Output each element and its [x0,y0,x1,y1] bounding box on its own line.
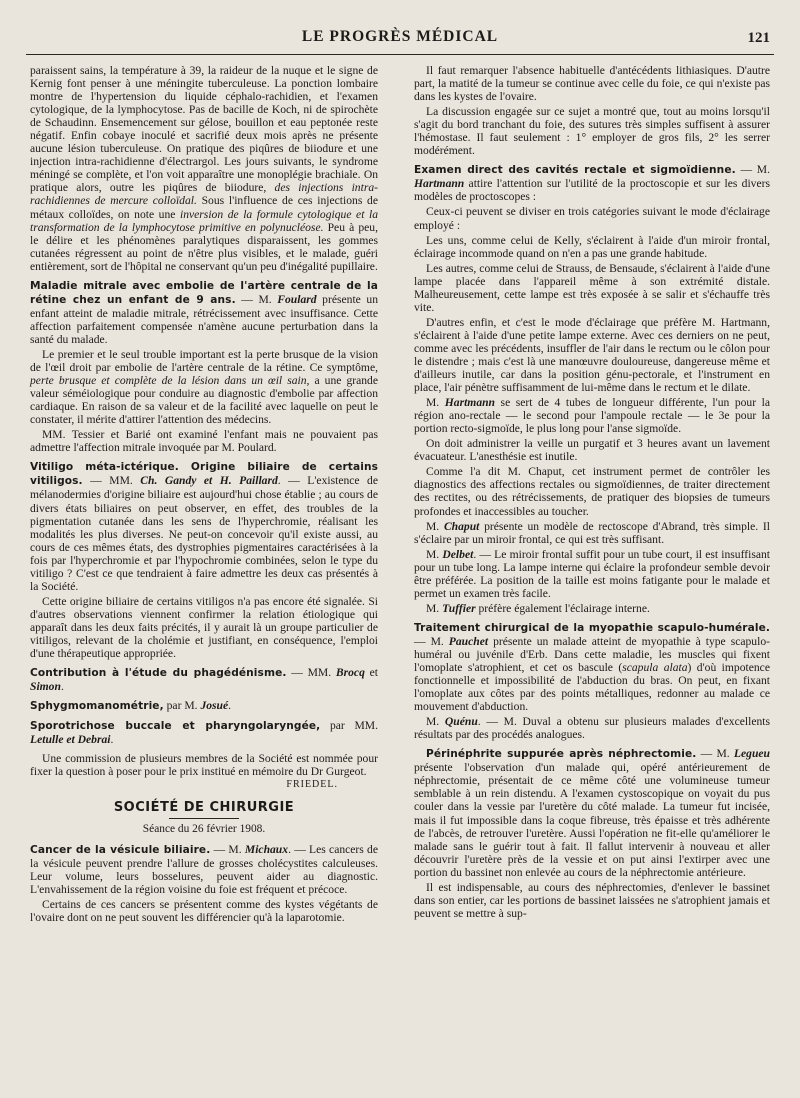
author-name: Tuffier [442,601,476,615]
text: — M. [696,747,734,761]
author-name: Hartmann [414,177,465,191]
text: — M. [235,292,278,306]
text: . — Les cancers de la vésicule peuvent prendre l'allure de grosses cholécystites calculeuses. Leur volume, leurs bosselures, peuvent aider au diagnostic. L'envahissement de la région voisine du foie est fréquent et précoce. [30,842,378,896]
paragraph [414,602,770,615]
author-name: Hartmann [444,396,496,410]
seance-date: Séance du 26 février 1908. [142,823,266,836]
paragraph: Cette origine biliaire de certains vitiligos n'a pas encore été signalée. Si d'autres observations viennent confirmer la relation étiologique qui apparaît dans les deux faits précités, il y aurait là un groupe particulier de vitiligos, relevant de la cholémie et justifiant, en conséquence, l'emploi d'une thérapeutique appropriée. [30,594,378,661]
text: par M. [163,699,201,713]
section-title: Maladie mitrale avec embolie de l'artère centrale de la rétine chez un enfant de 9 ans. [30,279,378,306]
text: — M. [414,634,449,648]
text: . [228,699,232,713]
paragraph: Les uns, comme celui de Kelly, s'éclairent à l'aide d'un miroir frontal, éclairage incommode quand on n'en a pas une grande habitude. [414,233,770,260]
paragraph: La discussion engagée sur ce sujet a montré que, tout au moins lorsqu'il s'agit du bord tranchant du foie, des sutures très simples suffisent à assurer l'hémostase. Il faut seulement : 1° employer de gros fils, 2° les serrer modérément. [414,105,770,158]
paragraph [414,715,770,741]
text: présente l'observation d'un malade qui, opéré antérieurement de néphrectomie, présentait de ce même côté une volumineuse tumeur semblable à un rein distendu. A l'examen cystoscopique on voyait du pus couler dans la vessie par l'uretère du côté malade. La tumeur fut incisée, mais il fut impossible dans la coque fibreuse, très épaisse et très adhérente de l'abcès, de retrouver l'uretère. Aussi l'opération ne fit-elle qu'améliorer le malade sans le guérir tout à fait. Il fallut intervenir à nouveau et aller découvrir l'uretère près de la vessie et on put ainsi l'extirper avec une portion du bassinet non enlevée au cours de la néphrectomie antérieure. [414,761,770,879]
text: Peu à peu, le délire et les phénomènes paralytiques disparaissent, les gommes cutanées régressent au point de n'être plus visibles, et le malade, guéri entièrement, sort de l'hôpital ne conservant qu'un peu d'inégalité pupillaire. [30,220,378,273]
paragraph: Les autres, comme celui de Strauss, de Bensaude, s'éclairent à l'aide d'une lampe placée dans l'appareil même à son extrémité distale. Malheureusement, cette lampe est très exposée à se salir et s'échauffe très vite. [414,261,770,314]
paragraph [414,548,770,600]
text: . — L'existence de mélanodermies d'origine biliaire est aujourd'hui chose établie ; au cours de divers états biliaires on peut observer, en effet, des troubles de la pigmentation cutanée dans les sens de l'hyperchromie, réalisant les modalités les plus diverses. Ne peut-on concevoir qu'il existe aussi, au cours de ces mêmes états, des dystrophies pigmentaires caractérisées à la fois par l'hyperchromie et par l'hypochromie combinées, selon le type du vitiligo ? C'est ce que tendraient à faire admettre les deux cas présentés à la Société. [30,474,378,593]
paragraph: D'autres enfin, et c'est le mode d'éclairage que préfère M. Hartmann, s'éclairent à l'aide d'une petite lampe externe. Avec ces derniers on ne peut, comme avec les précédents, insuffler de l'air dans le rectum ou le côlon pour le distendre ; mais c'est là une manœuvre douloureuse, dangereuse même et d'ailleurs inutile, car dans la position génu-pectorale, et l'instrument en place, l'air pénètre suffisamment de lui-même dans le rectum et le dilate. [414,315,770,395]
page-header [26,24,774,55]
text: . [60,680,64,694]
paragraph [30,64,378,273]
author-name: Legueu [733,747,770,761]
author-name: Simon [30,680,61,694]
paragraph: Comme l'a dit M. Chaput, cet instrument permet de contrôler les diagnostics des affections rectales ou sigmoïdiennes, de traiter directement des rectites, ou des rétrécissements, de pratiquer des biopsies de tumeurs profondes et inaccessibles au toucher. [414,465,770,518]
text: Une commission de plusieurs membres de la Société est nommée pour fixer la question à poser pour le prix institué en mémoire du Dr Gurgeot. [30,752,378,779]
text: par MM. [320,719,379,733]
text: M. [426,519,444,533]
left-column [30,64,378,926]
italic-text: perte brusque et complète de la lésion dans un œil sain, [30,374,310,388]
author-name: Quénu [444,715,478,729]
paragraph: Ceux-ci peuvent se diviser en trois catégories suivant le mode d'éclairage employé : [414,205,770,232]
author-name: Pauchet [448,634,489,648]
paragraph [414,396,770,435]
section-title: Traitement chirurgical de la myopathie scapulo-humérale. [414,621,770,634]
page-number: 121 [747,30,770,46]
text: — M. [735,163,770,177]
section-maladie-mitrale [30,279,378,346]
text: préfère également l'éclairage interne. [475,601,650,615]
author-name: Foulard [277,292,317,306]
author-name: Delbet [442,547,474,561]
text: paraissent sains, la température à 39, la raideur de la nuque et le signe de Kernig font penser à une méningite tuberculeuse. La ponction lombaire montre de l'hypertension du liquide céphalo-rachidien, et l'examen cytologique, de la lymphocytose. Pas de bacille de Koch, ni de spirochète de Schaudinn. Ensemencement sur gélose, bouillon et eau peptonée reste négatif. Enfin cobaye inoculé et sacrifié deux mois après ne présente aucune lésion tuberculeuse. On pratique des piqûres de biiodure et une injection intra-rachidienne d'électrargol. Les jours suivants, le syndrome méningé se complète, et l'on voit apparaître une monoplégie brachiale. On pratique alors, outre les piqûres de biiodure, [30,64,378,195]
paragraph: MM. Tessier et Barié ont examiné l'enfant mais ne pouvaient pas admettre l'affection mitrale invoquée par M. Poulard. [30,428,378,455]
text: ) d'où impotence fonctionnelle et impossibilité de l'abduction du bras. On peut, en fixant l'omoplate aux côtes par des points métalliques, redonner au malade ce mouvement d'abduction. [414,661,770,714]
section-sporotrichose [30,719,378,746]
text: . — Le miroir frontal suffit pour un tube court, il est insuffisant pour un tube long. La lampe interne qui éclaire la profondeur semble devoir être préférée. La position de la taille est moins fatigante pour le malade et permet un examen très facile. [414,547,771,600]
author-name: Chaput [443,519,480,533]
text: attire l'attention sur l'utilité de la proctoscopie et sur les divers modèles de proctoscopes : [414,177,770,204]
section-perinephrite [414,747,770,878]
commission-paragraph [30,752,378,791]
text: a une grande valeur séméiologique pour conduire au diagnostic d'embolie par affection cardiaque. En raison de sa valeur et de la facilité avec laquelle on peut le constater, il mérite d'attirer l'attention des médecins. [30,374,378,427]
section-title: Vitiligo méta-ictérique. Origine biliaire de certains vitiligos. [30,461,378,488]
italic-text: des injections intra-rachidiennes de mercure colloïdal. [30,181,378,208]
text: Sous l'influence de ces injections de métaux colloïdes, on note une [30,194,378,221]
section-title: Examen direct des cavités rectale et sigmoïdienne. [414,164,736,177]
text: se sert de 4 tubes de longueur différente, l'un pour la région ano-rectale — le second pour l'ampoule rectale — le 3e pour la portion recto-sigmoïde, le plus long pour l'anse sigmoïde. [414,396,770,436]
author-name: Brocq [335,666,365,680]
society-title: SOCIÉTÉ DE CHIRURGIE [113,800,295,816]
author-name: Ch. Gandy et H. Paillard [140,474,278,488]
text: présente un modèle de rectoscope d'Abrand, très simple. Il s'éclaire par un miroir frontal, ce qui est très suffisant. [414,519,770,546]
text: M. [426,396,445,410]
italic-text: scapula alata [622,661,688,675]
section-phagedenisme [30,666,378,693]
section-title: Cancer de la vésicule biliaire. [30,843,211,856]
text: présente un enfant atteint de maladie mitrale, rétrécissement avec insuffisance. Cette affection parfaitement compensée n'amène aucune perturbation dans la santé du malade. [30,292,378,346]
text: M. [426,547,443,561]
text: . — M. Duval a obtenu sur plusieurs malades d'excellents résultats par des procédés analogues. [414,715,771,742]
section-vitiligo [30,460,378,592]
text: — MM. [286,666,336,680]
divider [169,818,239,819]
paragraph [30,348,378,426]
section-cancer-vesicule [30,843,378,896]
author-name: Michaux [244,842,289,856]
section-title: Périnéphrite suppurée après néphrectomie. [426,748,697,761]
paragraph [414,520,770,546]
text: présente un malade atteint de myopathie à type scapulo-huméral ou juvénile d'Erb. Dans cette maladie, les muscles qui fixent l'omoplate s'atrophient, et cet os bascule ( [414,634,770,675]
text: et [364,666,378,680]
text: — M. [210,842,245,856]
paragraph: Il est indispensable, au cours des néphrectomies, d'enlever le bassinet dans son entier, car les portions de bassinet laissées ne s'atrophient jamais et peuvent se mettre à sup- [414,880,770,920]
right-column [414,64,770,922]
section-title: Sphygmomanométrie, [30,700,164,713]
text: . [110,733,114,747]
paragraph: Il faut remarquer l'absence habituelle d'antécédents lithiasiques. D'autre part, la matité de la tumeur se continue avec celle du foie, ce qui n'existe pas dans les kystes de l'ovaire. [414,64,770,104]
section-title: Sporotrichose buccale et pharyngolaryngée, [30,720,321,733]
text: — MM. [82,474,141,488]
text: M. [426,601,443,615]
journal-title: LE PROGRÈS MÉDICAL [301,28,499,45]
section-examen-rectal [414,163,770,203]
paragraph: Certains de ces cancers se présentent comme des kystes végétants de l'ovaire dont on ne peut souvent les différencier qu'à la laparotomie. [30,897,378,924]
italic-text: inversion de la formule cytologique et la transformation de la lymphocytose primitive en polynucléose. [30,207,378,234]
text: M. [426,715,445,729]
section-myopathie [414,621,770,713]
paragraph: On doit administrer la veille un purgatif et 3 heures avant un lavement évacuateur. L'anesthésie est inutile. [414,437,770,464]
author-name: Letulle et Debrai [30,733,111,747]
section-sphygmo [30,699,378,713]
text: Le premier et le seul trouble important est la perte brusque de la vision de l'œil droit par embolie de l'artère centrale de la rétine. Ce symptôme, [30,347,378,375]
author-name: Josué [200,699,229,713]
section-title: Contribution à l'étude du phagédénisme. [30,667,287,680]
signature: FRIEDEL. [286,779,338,791]
